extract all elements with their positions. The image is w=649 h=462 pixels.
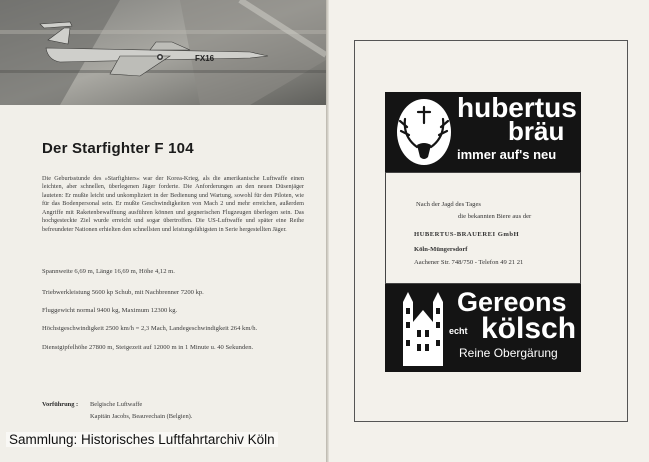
hubertus-slogan: immer auf's neu — [457, 147, 557, 162]
hubertus-wordmark: hubertus — [457, 92, 577, 123]
description-paragraph: Die Geburtsstunde des »Starfighters« war der Korea-Krieg, als die amerikanische Luftwaffe einen leichten, aber schnellen, überlegenen Jäger forderte. Die Anforderungen an den neuen Düsenjäger lauteten: Er mußte leicht und unkompliziert in der Bedienung und Wartung, sowohl für den Piloten, wie für das Bodenpersonal sein. Er mußte Geschwindigkeiten von Mach 2 und mehr erreichen, außerdem Angriffe mit Raketenbewaffnung ausführen können und gegnerischen Flugzeugen überlegen sein. Das hochgesteckte Ziel wurde erreicht und sogar übertroffen. Die US-Luftwaffe und später eine Reihe befreundeter Nationen erhielten den schnellsten und leistungsfähigsten in Serie hergestellten Jäger. — [42, 175, 304, 233]
demonstration-pilot: Kapitän Jacobs, Beauvechain (Belgien). — [90, 413, 193, 420]
brewery-text-line2: die bekannten Biere aus der — [458, 213, 532, 220]
gereons-wordmark: Gereons — [457, 287, 567, 317]
brewery-city: Köln-Müngersdorf — [414, 246, 468, 253]
spec-dimensions: Spannweite 6,69 m, Länge 16,69 m, Höhe 4,12 m. — [42, 268, 175, 275]
echt-label: echt — [449, 326, 468, 336]
gereons-kolsch-ad — [385, 284, 581, 372]
spec-weight: Fluggewicht normal 9400 kg, Maximum 12300 kg. — [42, 307, 178, 314]
brewery-text-line1: Nach der Jagd des Tages — [416, 201, 481, 208]
demonstration-label: Vorführung : — [42, 401, 79, 408]
brau-wordmark: bräu — [508, 116, 565, 146]
hubertus-brau-ad — [385, 92, 581, 172]
starfighter-photo — [0, 0, 326, 105]
gereons-slogan: Reine Obergärung — [459, 346, 558, 360]
spec-thrust: Triebwerkleistung 5600 kp Schub, mit Nachbrenner 7200 kp. — [42, 289, 204, 296]
archive-caption: Sammlung: Historisches Luftfahrtarchiv Köln — [6, 432, 278, 447]
kolsch-wordmark: kölsch — [481, 312, 577, 345]
brewery-address: Aachener Str. 748/750 - Telefon 49 21 21 — [414, 259, 524, 266]
stag-cross-logo-icon — [395, 97, 453, 167]
brewery-company: HUBERTUS-BRAUEREI GmbH — [414, 231, 520, 238]
page-title: Der Starfighter F 104 — [42, 140, 194, 157]
starfighter-aircraft-image — [0, 0, 326, 105]
aircraft-marking: FX16 — [195, 54, 215, 63]
church-towers-icon — [401, 288, 445, 368]
demonstration-unit: Belgische Luftwaffe — [90, 401, 143, 408]
spec-speed: Höchstgeschwindigkeit 2500 km/h = 2,3 Mach, Landegeschwindigkeit 264 km/h. — [42, 325, 258, 332]
right-page — [329, 0, 649, 462]
spec-ceiling: Dienstgipfelhöhe 27800 m, Steigezeit auf 12000 m in 1 Minute u. 40 Sekunden. — [42, 344, 254, 351]
brewery-info-box — [385, 172, 581, 284]
